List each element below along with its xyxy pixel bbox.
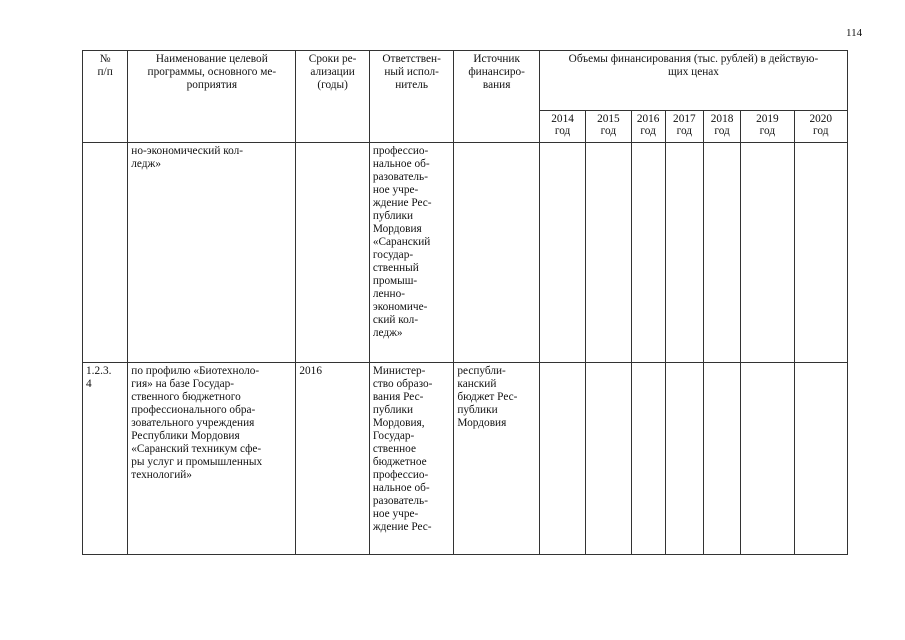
row-value-2016 [631,143,665,363]
header-source: Источник финансиро- вания [454,51,540,143]
header-row [83,51,848,111]
year-2017: 2017 год [665,111,703,143]
row-num: 1.2.3. 4 [83,363,128,555]
row-value-2020 [794,143,847,363]
row-value-2017 [665,143,703,363]
row-value-2016 [631,363,665,555]
year-2014: 2014 год [539,111,585,143]
row-value-2015 [586,363,631,555]
page-number: 114 [846,27,863,39]
row-value-2014 [539,363,585,555]
row-value-2019 [741,143,794,363]
header-terms: Сроки ре- ализации (годы) [296,51,369,143]
row-value-2015 [586,143,631,363]
table-row [83,143,848,363]
row-value-2018 [703,143,740,363]
row-num [83,143,128,363]
funding-table [82,50,848,555]
table-row [83,363,848,555]
year-2015: 2015 год [586,111,631,143]
row-executor: Министер- ство образо- вания Рес- публики Мордовия, Государ- ственное бюджетное профессио- нальное об- разователь- ное учре- ждение Рес- [369,363,454,555]
row-name: но-экономический кол- ледж» [128,143,296,363]
year-2016: 2016 год [631,111,665,143]
row-value-2019 [741,363,794,555]
header-name: Наименование целевой программы, основного ме- роприятия [128,51,296,143]
header-funding: Объемы финансирования (тыс. рублей) в действую- щих ценах [539,51,847,111]
row-terms: 2016 [296,363,369,555]
row-value-2014 [539,143,585,363]
header-num: № п/п [83,51,128,143]
row-value-2017 [665,363,703,555]
row-value-2018 [703,363,740,555]
year-2020: 2020 год [794,111,847,143]
year-2019: 2019 год [741,111,794,143]
row-executor: профессио- нальное об- разователь- ное учре- ждение Рес- публики Мордовия «Саранский государ- ственный промыш- ленно- экономиче- ский кол- ледж» [369,143,454,363]
header-executor: Ответствен- ный испол- нитель [369,51,454,143]
row-source [454,143,540,363]
row-terms [296,143,369,363]
row-name: по профилю «Биотехноло- гия» на базе Государ- ственного бюджетного профессионального обра- зовательного учреждения Республики Мордовия «Саранский техникум сфе- ры услуг и промышленных технологий» [128,363,296,555]
row-source: республи- канский бюджет Рес- публики Мордовия [454,363,540,555]
row-value-2020 [794,363,847,555]
year-2018: 2018 год [703,111,740,143]
